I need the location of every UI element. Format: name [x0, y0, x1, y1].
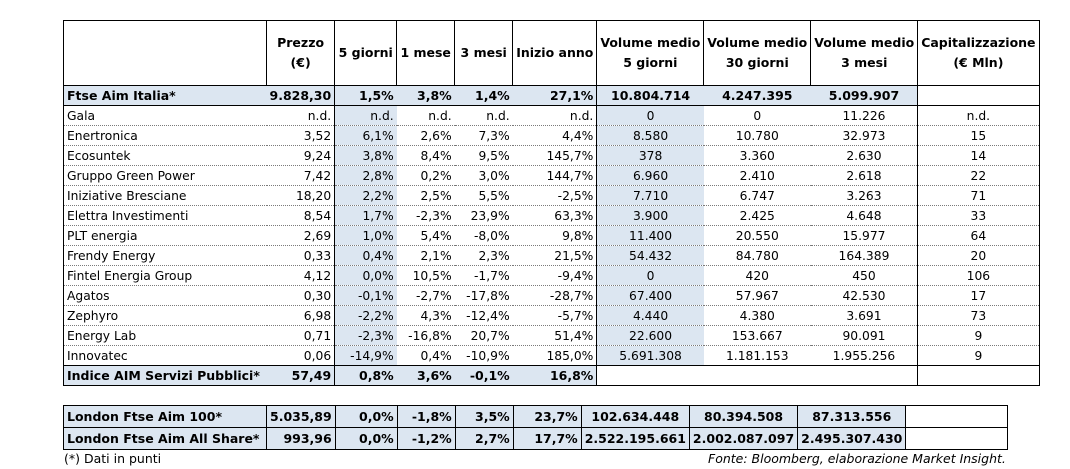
cell-value: 90.091 — [811, 326, 918, 346]
cell-value: -1,7% — [455, 266, 513, 286]
cell-value: 17 — [918, 286, 1039, 306]
cell-value: 87.313.556 — [798, 406, 906, 428]
cell-value: 17,7% — [513, 428, 581, 450]
cell-value: n.d. — [397, 106, 455, 126]
header-text: 3 mesi — [841, 55, 888, 70]
header-text: (€ Mln) — [953, 55, 1004, 70]
cell-value: 1,4% — [455, 86, 513, 106]
cell-value — [918, 366, 1039, 386]
cell-value: 9 — [918, 346, 1039, 366]
cell-value: 3,8% — [335, 146, 397, 166]
cell-value: 378 — [597, 146, 704, 166]
cell-value: 2,2% — [335, 186, 397, 206]
cell-value: n.d. — [267, 106, 335, 126]
cell-value: -2,2% — [335, 306, 397, 326]
table-row — [64, 226, 1040, 246]
cell-value: -14,9% — [335, 346, 397, 366]
header-cell-capitalizzazione — [918, 21, 1039, 86]
cell-value: 5,4% — [397, 226, 455, 246]
cell-value: 10,5% — [397, 266, 455, 286]
cell-value: 11.226 — [811, 106, 918, 126]
cell-value: 1.955.256 — [811, 346, 918, 366]
cell-value: 3.900 — [597, 206, 704, 226]
row-label: London Ftse Aim All Share* — [64, 428, 267, 450]
cell-value: 9.828,30 — [267, 86, 335, 106]
cell-value: 32.973 — [811, 126, 918, 146]
header-text: Volume medio — [814, 35, 915, 50]
cell-value: 3.691 — [811, 306, 918, 326]
table-row — [64, 146, 1040, 166]
cell-value: 9,8% — [513, 226, 597, 246]
cell-value: 4.247.395 — [704, 86, 811, 106]
cell-value — [704, 366, 811, 386]
row-label: Iniziative Bresciane — [64, 186, 267, 206]
row-label: Indice AIM Servizi Pubblici* — [64, 366, 267, 386]
index-row-indice-aim — [64, 366, 1040, 386]
cell-value: 0,0% — [335, 428, 397, 450]
cell-value: 22.600 — [597, 326, 704, 346]
header-cell-inizio-anno — [513, 21, 597, 86]
index-row-ftse-aim-italia — [64, 86, 1040, 106]
cell-value: 6,1% — [335, 126, 397, 146]
cell-value: 5.691.308 — [597, 346, 704, 366]
cell-value: 1,0% — [335, 226, 397, 246]
cell-value: 4,4% — [513, 126, 597, 146]
table-row — [64, 186, 1040, 206]
cell-value: n.d. — [513, 106, 597, 126]
cell-value: -2,3% — [335, 326, 397, 346]
cell-value: 2.618 — [811, 166, 918, 186]
header-text: 5 giorni — [338, 45, 393, 60]
cell-value: 33 — [918, 206, 1039, 226]
cell-value: 3,6% — [397, 366, 455, 386]
cell-value: 0,33 — [267, 246, 335, 266]
cell-value: 21,5% — [513, 246, 597, 266]
header-text: 1 mese — [400, 45, 451, 60]
cell-value: 0,8% — [335, 366, 397, 386]
table-row — [64, 166, 1040, 186]
cell-value: 8,4% — [397, 146, 455, 166]
performance-table — [63, 20, 1040, 386]
cell-value: 0,2% — [397, 166, 455, 186]
cell-value: 153.667 — [704, 326, 811, 346]
header-cell-name — [64, 21, 267, 86]
cell-value: 64 — [918, 226, 1039, 246]
cell-value: 420 — [704, 266, 811, 286]
cell-value: -2,7% — [397, 286, 455, 306]
cell-value: 23,9% — [455, 206, 513, 226]
cell-value — [906, 406, 1008, 428]
source-note: Fonte: Bloomberg, elaborazione Market Insight. — [708, 451, 1006, 466]
cell-value: -12,4% — [455, 306, 513, 326]
table-row — [64, 306, 1040, 326]
row-label: Fintel Energia Group — [64, 266, 267, 286]
header-cell-5-giorni — [335, 21, 397, 86]
cell-value: 3,0% — [455, 166, 513, 186]
cell-value: -9,4% — [513, 266, 597, 286]
london-table — [63, 405, 1008, 450]
cell-value: n.d. — [918, 106, 1039, 126]
cell-value: 3,52 — [267, 126, 335, 146]
cell-value: 2.425 — [704, 206, 811, 226]
row-label: Ecosuntek — [64, 146, 267, 166]
cell-value: 6.747 — [704, 186, 811, 206]
header-text: (€) — [290, 55, 311, 70]
cell-value: 106 — [918, 266, 1039, 286]
header-text: Volume medio — [600, 35, 701, 50]
cell-value: 2,6% — [397, 126, 455, 146]
row-label: London Ftse Aim 100* — [64, 406, 267, 428]
cell-value: 15.977 — [811, 226, 918, 246]
cell-value: 63,3% — [513, 206, 597, 226]
cell-value — [811, 366, 918, 386]
header-text: Capitalizzazione — [921, 35, 1036, 50]
cell-value: 8.580 — [597, 126, 704, 146]
cell-value: 5.035,89 — [267, 406, 336, 428]
cell-value: 0,4% — [335, 246, 397, 266]
cell-value: -0,1% — [455, 366, 513, 386]
london-index-row — [64, 406, 1008, 428]
row-label: Agatos — [64, 286, 267, 306]
cell-value: 10.804.714 — [597, 86, 704, 106]
row-label: Zephyro — [64, 306, 267, 326]
cell-value: -2,5% — [513, 186, 597, 206]
cell-value: 0,30 — [267, 286, 335, 306]
cell-value: 5,5% — [455, 186, 513, 206]
cell-value: n.d. — [455, 106, 513, 126]
cell-value: 2.630 — [811, 146, 918, 166]
cell-value: 2.002.087.097 — [689, 428, 797, 450]
cell-value: 4.380 — [704, 306, 811, 326]
cell-value: 57.967 — [704, 286, 811, 306]
cell-value: 0 — [597, 266, 704, 286]
cell-value: 4.648 — [811, 206, 918, 226]
cell-value: 0,0% — [335, 266, 397, 286]
cell-value: 4.440 — [597, 306, 704, 326]
row-label: Innovatec — [64, 346, 267, 366]
cell-value: 4,12 — [267, 266, 335, 286]
header-text: Prezzo — [277, 35, 325, 50]
cell-value: 2,8% — [335, 166, 397, 186]
cell-value: 2,3% — [455, 246, 513, 266]
cell-value: -8,0% — [455, 226, 513, 246]
cell-value: 2,1% — [397, 246, 455, 266]
row-label: Gala — [64, 106, 267, 126]
row-label: Ftse Aim Italia* — [64, 86, 267, 106]
cell-value: 0,71 — [267, 326, 335, 346]
table-row — [64, 266, 1040, 286]
cell-value: -5,7% — [513, 306, 597, 326]
cell-value — [597, 366, 704, 386]
cell-value: 73 — [918, 306, 1039, 326]
header-text: 30 giorni — [725, 55, 789, 70]
cell-value: 3.263 — [811, 186, 918, 206]
cell-value: 27,1% — [513, 86, 597, 106]
row-label: Elettra Investimenti — [64, 206, 267, 226]
cell-value: 2,69 — [267, 226, 335, 246]
row-label: Gruppo Green Power — [64, 166, 267, 186]
cell-value: 20.550 — [704, 226, 811, 246]
cell-value: 450 — [811, 266, 918, 286]
header-text: 3 mesi — [460, 45, 507, 60]
cell-value: 84.780 — [704, 246, 811, 266]
row-label: Frendy Energy — [64, 246, 267, 266]
cell-value: 7,3% — [455, 126, 513, 146]
cell-value: 2.410 — [704, 166, 811, 186]
cell-value: 0,06 — [267, 346, 335, 366]
cell-value: 14 — [918, 146, 1039, 166]
cell-value — [906, 428, 1008, 450]
cell-value: 42.530 — [811, 286, 918, 306]
cell-value: 18,20 — [267, 186, 335, 206]
cell-value: 4,3% — [397, 306, 455, 326]
cell-value: 1,5% — [335, 86, 397, 106]
cell-value: 3,5% — [455, 406, 513, 428]
cell-value: 67.400 — [597, 286, 704, 306]
table-row — [64, 326, 1040, 346]
header-cell-1-mese — [397, 21, 455, 86]
table-row — [64, 206, 1040, 226]
cell-value: -28,7% — [513, 286, 597, 306]
cell-value — [918, 86, 1039, 106]
row-label: Enertronica — [64, 126, 267, 146]
cell-value: 5.099.907 — [811, 86, 918, 106]
cell-value: 3,8% — [397, 86, 455, 106]
cell-value: 993,96 — [267, 428, 336, 450]
cell-value: 185,0% — [513, 346, 597, 366]
cell-value: -17,8% — [455, 286, 513, 306]
cell-value: 71 — [918, 186, 1039, 206]
row-label: PLT energia — [64, 226, 267, 246]
cell-value: 7.710 — [597, 186, 704, 206]
header-cell-volume-30g — [704, 21, 811, 86]
cell-value: 3.360 — [704, 146, 811, 166]
cell-value: 6,98 — [267, 306, 335, 326]
cell-value: -16,8% — [397, 326, 455, 346]
cell-value: 145,7% — [513, 146, 597, 166]
cell-value: -0,1% — [335, 286, 397, 306]
cell-value: 9,5% — [455, 146, 513, 166]
cell-value: 102.634.448 — [581, 406, 689, 428]
cell-value: -10,9% — [455, 346, 513, 366]
row-label: Energy Lab — [64, 326, 267, 346]
header-text: Volume medio — [707, 35, 808, 50]
cell-value: n.d. — [335, 106, 397, 126]
cell-value: 144,7% — [513, 166, 597, 186]
table-row — [64, 286, 1040, 306]
table-row — [64, 246, 1040, 266]
cell-value: -1,2% — [397, 428, 455, 450]
header-row — [64, 21, 1040, 86]
cell-value: 15 — [918, 126, 1039, 146]
cell-value: 16,8% — [513, 366, 597, 386]
cell-value: 80.394.508 — [689, 406, 797, 428]
table-row — [64, 346, 1040, 366]
table-row — [64, 106, 1040, 126]
cell-value: 2,5% — [397, 186, 455, 206]
cell-value: 2.522.195.661 — [581, 428, 689, 450]
cell-value: 1,7% — [335, 206, 397, 226]
cell-value: 6.960 — [597, 166, 704, 186]
header-text: Inizio anno — [516, 45, 594, 60]
header-cell-volume-3m — [811, 21, 918, 86]
cell-value: 11.400 — [597, 226, 704, 246]
cell-value: 0,0% — [335, 406, 397, 428]
cell-value: 8,54 — [267, 206, 335, 226]
cell-value: 20,7% — [455, 326, 513, 346]
cell-value: 57,49 — [267, 366, 335, 386]
cell-value: 9,24 — [267, 146, 335, 166]
cell-value: -1,8% — [397, 406, 455, 428]
cell-value: 0 — [597, 106, 704, 126]
cell-value: 2.495.307.430 — [798, 428, 906, 450]
footnote: (*) Dati in punti — [64, 451, 162, 466]
table-row — [64, 126, 1040, 146]
cell-value: 2,7% — [455, 428, 513, 450]
cell-value: 23,7% — [513, 406, 581, 428]
cell-value: 20 — [918, 246, 1039, 266]
cell-value: 9 — [918, 326, 1039, 346]
cell-value: 54.432 — [597, 246, 704, 266]
cell-value: 1.181.153 — [704, 346, 811, 366]
cell-value: 0,4% — [397, 346, 455, 366]
cell-value: 0 — [704, 106, 811, 126]
cell-value: 164.389 — [811, 246, 918, 266]
cell-value: 10.780 — [704, 126, 811, 146]
header-cell-3-mesi — [455, 21, 513, 86]
header-cell-volume-5g — [597, 21, 704, 86]
cell-value: 22 — [918, 166, 1039, 186]
cell-value: 7,42 — [267, 166, 335, 186]
header-text: 5 giorni — [623, 55, 678, 70]
header-cell-prezzo — [267, 21, 335, 86]
london-index-row — [64, 428, 1008, 450]
cell-value: 51,4% — [513, 326, 597, 346]
cell-value: -2,3% — [397, 206, 455, 226]
